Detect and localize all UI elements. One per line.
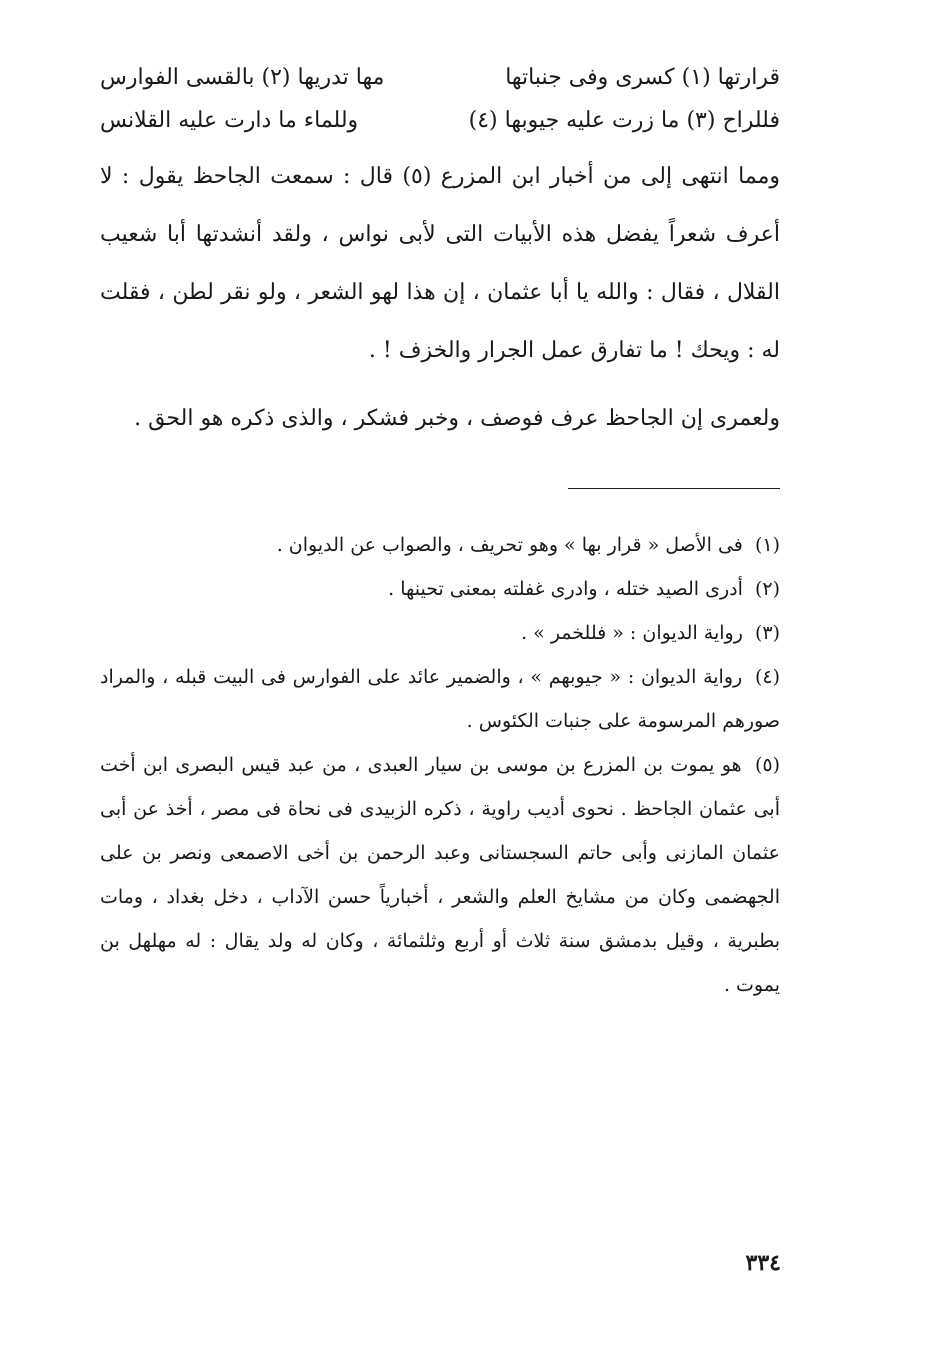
body-paragraph-2: ولعمرى إن الجاحظ عرف فوصف ، وخبر فشكر ، والذى ذكره هو الحق .	[134, 406, 780, 432]
footnote-5-text: هو يموت بن المزرع بن موسى بن سيار العبدى ، من عبد قيس البصرى ابن أخت أبى عثمان الجاحظ . نحوى أديب راوية ، ذكره الزبيدى فى نحاة فى مصر ، أخذ عن أبى عثمان المازنى وأبى حاتم السجستانى وعبد الرحمن بن أخى الاصمعى ونصر بن على الجهضمى وكان من مشايخ العلم والشعر ، أخبارياً حسن الآداب ، دخل بغداد ، ومات بطبرية ، وقيل بدمشق سنة ثلاث أو أربع وثلثمائة ، وكان له ولد يقال : له مهلهل بن يموت .	[100, 754, 780, 997]
verse-2-second-hemistich: وللماء ما دارت عليه القلانس	[100, 108, 359, 134]
footnotes	[100, 523, 780, 1007]
footnote-4	[100, 655, 780, 743]
footnote-5	[100, 743, 780, 1007]
footnote-2-text: أدرى الصيد ختله ، وادرى غفلته بمعنى تحينها .	[388, 578, 743, 601]
footnote-4-number: (٤)	[754, 666, 780, 689]
verse-2-first-hemistich: فللراح (٣) ما زرت عليه جيوبها (٤)	[468, 108, 780, 134]
footnote-4-text: رواية الديوان : « جيوبهم » ، والضمير عائد على الفوارس فى البيت قبله ، والمراد صورهم المرسومة على جنبات الكئوس .	[100, 666, 780, 733]
footnote-1-number: (١)	[754, 534, 780, 557]
footnote-5-number: (٥)	[754, 754, 780, 777]
footnote-separator	[568, 488, 780, 489]
verse-line-1	[100, 60, 780, 95]
footnote-3-text: رواية الديوان : « فللخمر » .	[521, 622, 743, 645]
footnote-2-number: (٢)	[754, 578, 780, 601]
verse-line-2	[100, 103, 780, 138]
footnote-3-number: (٣)	[754, 622, 780, 645]
footnote-2	[100, 567, 780, 611]
footnote-1	[100, 523, 780, 567]
footnote-1-text: فى الأصل « قرار بها » وهو تحريف ، والصواب عن الديوان .	[276, 534, 743, 557]
verse-1-first-hemistich: قرارتها (١) كسرى وفى جنباتها	[505, 65, 780, 90]
page-number: ٣٣٤	[745, 1250, 781, 1276]
verse-1-second-hemistich: مها تدريها (٢) بالقسى الفوارس	[100, 65, 385, 90]
footnote-3	[100, 611, 780, 655]
body-paragraph-1: ومما انتهى إلى من أخبار ابن المزرع (٥) قال : سمعت الجاحظ يقول : لا أعرف شعراً يفضل هذه الأبيات التى لأبى نواس ، ولقد أنشدتها أبا شعيب القلال ، فقال : والله يا أبا عثمان ، إن هذا لهو الشعر ، ولو نقر لطن ، فقلت له : ويحك ! ما تفارق عمل الجرار والخزف ! .	[100, 164, 781, 364]
page-content	[100, 60, 780, 1007]
